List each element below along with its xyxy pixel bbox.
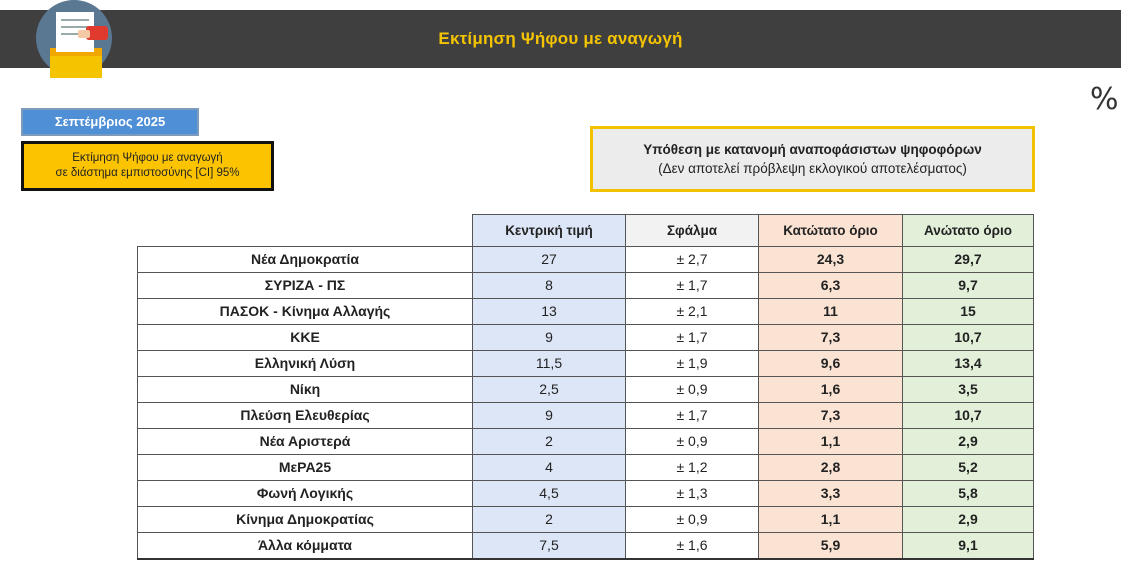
table-row <box>138 325 1034 351</box>
party-name: Νίκη <box>138 377 473 403</box>
upper-bound: 15 <box>903 299 1034 325</box>
table-row <box>138 299 1034 325</box>
lower-bound: 7,3 <box>759 325 903 351</box>
header-upper: Ανώτατο όριο <box>903 215 1034 247</box>
lower-bound: 11 <box>759 299 903 325</box>
error-value: ± 1,3 <box>626 481 759 507</box>
error-value: ± 1,2 <box>626 455 759 481</box>
central-value: 13 <box>473 299 626 325</box>
error-value: ± 0,9 <box>626 377 759 403</box>
upper-bound: 2,9 <box>903 507 1034 533</box>
header-error: Σφάλμα <box>626 215 759 247</box>
upper-bound: 9,1 <box>903 533 1034 560</box>
party-name: Νέα Δημοκρατία <box>138 247 473 273</box>
hypothesis-sub: (Δεν αποτελεί πρόβλεψη εκλογικού αποτελέσματος) <box>658 161 967 176</box>
central-value: 4 <box>473 455 626 481</box>
lower-bound: 9,6 <box>759 351 903 377</box>
party-name: ΠΑΣΟΚ - Κίνημα Αλλαγής <box>138 299 473 325</box>
hypothesis-box <box>590 126 1035 192</box>
central-value: 27 <box>473 247 626 273</box>
upper-bound: 10,7 <box>903 325 1034 351</box>
lower-bound: 3,3 <box>759 481 903 507</box>
lower-bound: 24,3 <box>759 247 903 273</box>
hypothesis-main: Υπόθεση με κατανομή αναποφάσιστων ψηφοφόρων <box>643 142 982 157</box>
error-value: ± 1,7 <box>626 325 759 351</box>
upper-bound: 13,4 <box>903 351 1034 377</box>
error-value: ± 1,9 <box>626 351 759 377</box>
table-row <box>138 403 1034 429</box>
percent-symbol: % <box>1090 82 1119 117</box>
central-value: 2 <box>473 429 626 455</box>
legend-box <box>21 141 274 191</box>
party-name: Άλλα κόμματα <box>138 533 473 560</box>
poll-table-body <box>138 247 1034 560</box>
error-value: ± 1,7 <box>626 403 759 429</box>
table-row <box>138 247 1034 273</box>
lower-bound: 1,1 <box>759 507 903 533</box>
party-name: Κίνημα Δημοκρατίας <box>138 507 473 533</box>
lower-bound: 2,8 <box>759 455 903 481</box>
party-name: ΜεΡΑ25 <box>138 455 473 481</box>
lower-bound: 1,6 <box>759 377 903 403</box>
party-name: Ελληνική Λύση <box>138 351 473 377</box>
lower-bound: 7,3 <box>759 403 903 429</box>
header-lower: Κατώτατο όριο <box>759 215 903 247</box>
table-header-row <box>138 215 1034 247</box>
date-label: Σεπτέμβριος 2025 <box>21 108 199 136</box>
upper-bound: 9,7 <box>903 273 1034 299</box>
upper-bound: 5,2 <box>903 455 1034 481</box>
central-value: 11,5 <box>473 351 626 377</box>
error-value: ± 0,9 <box>626 429 759 455</box>
central-value: 9 <box>473 325 626 351</box>
upper-bound: 5,8 <box>903 481 1034 507</box>
table-row <box>138 377 1034 403</box>
table-row <box>138 507 1034 533</box>
legend-line-1: Εκτίμηση Ψήφου με αναγωγή <box>72 152 223 164</box>
upper-bound: 2,9 <box>903 429 1034 455</box>
central-value: 2 <box>473 507 626 533</box>
party-name: ΣΥΡΙΖΑ - ΠΣ <box>138 273 473 299</box>
error-value: ± 1,6 <box>626 533 759 560</box>
legend-line-2: σε διάστημα εμπιστοσύνης [CI] 95% <box>55 167 240 179</box>
table-row <box>138 351 1034 377</box>
central-value: 9 <box>473 403 626 429</box>
upper-bound: 10,7 <box>903 403 1034 429</box>
upper-bound: 29,7 <box>903 247 1034 273</box>
error-value: ± 1,7 <box>626 273 759 299</box>
lower-bound: 5,9 <box>759 533 903 560</box>
ballot-logo-icon <box>34 0 118 80</box>
error-value: ± 2,7 <box>626 247 759 273</box>
central-value: 8 <box>473 273 626 299</box>
central-value: 2,5 <box>473 377 626 403</box>
table-row <box>138 481 1034 507</box>
lower-bound: 1,1 <box>759 429 903 455</box>
error-value: ± 2,1 <box>626 299 759 325</box>
error-value: ± 0,9 <box>626 507 759 533</box>
header-blank-cell <box>138 215 473 247</box>
party-name: Πλεύση Ελευθερίας <box>138 403 473 429</box>
header-central: Κεντρική τιμή <box>473 215 626 247</box>
central-value: 7,5 <box>473 533 626 560</box>
table-row <box>138 273 1034 299</box>
poll-table <box>137 214 1034 560</box>
upper-bound: 3,5 <box>903 377 1034 403</box>
table-row <box>138 429 1034 455</box>
party-name: ΚΚΕ <box>138 325 473 351</box>
table-row <box>138 455 1034 481</box>
party-name: Νέα Αριστερά <box>138 429 473 455</box>
central-value: 4,5 <box>473 481 626 507</box>
table-row <box>138 533 1034 560</box>
party-name: Φωνή Λογικής <box>138 481 473 507</box>
page-title: Εκτίμηση Ψήφου με αναγωγή <box>438 29 683 48</box>
lower-bound: 6,3 <box>759 273 903 299</box>
